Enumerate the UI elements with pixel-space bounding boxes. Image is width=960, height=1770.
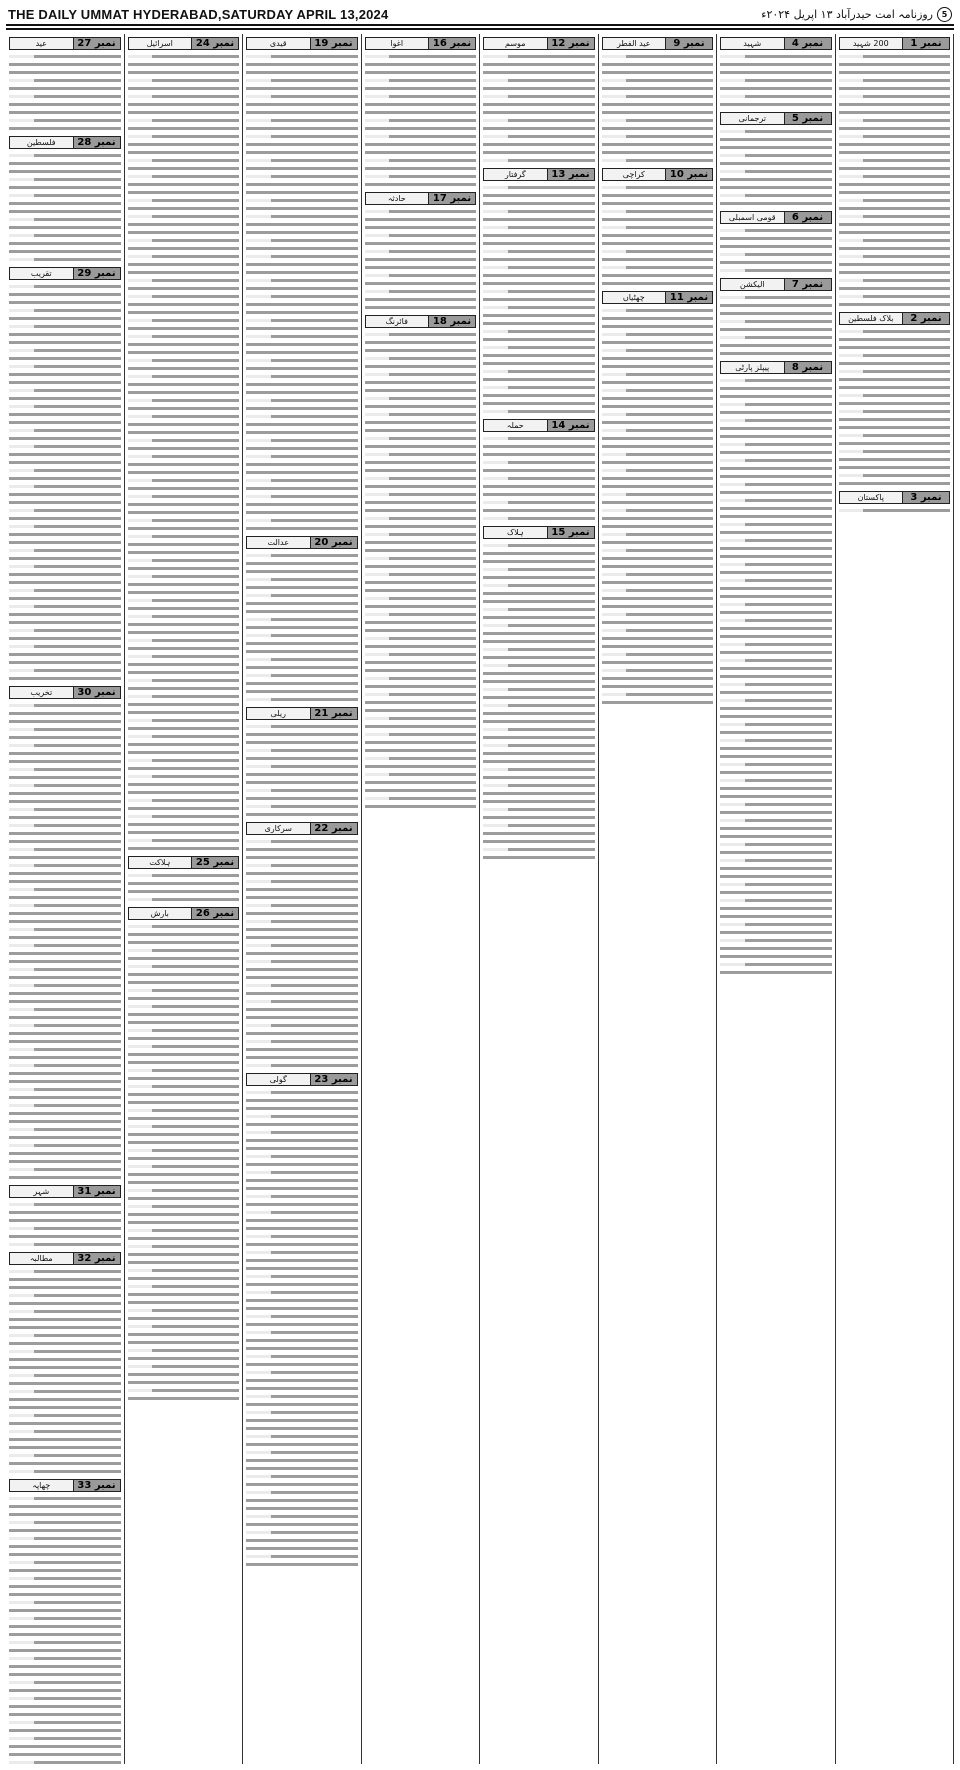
story-title: ہلاک (484, 527, 547, 538)
story-number: نمبر 3 (902, 492, 949, 503)
story-body-text (720, 53, 832, 109)
story-number: نمبر 5 (784, 113, 831, 124)
page-number-badge: 5 (937, 7, 952, 22)
story-number: نمبر 1 (902, 38, 949, 49)
story-heading (365, 315, 477, 328)
story-title: چھاپہ (10, 1480, 73, 1491)
story-heading (246, 822, 358, 835)
story-number: نمبر 6 (784, 212, 831, 223)
story-body-text (483, 542, 595, 862)
story-title: بارش (129, 908, 192, 919)
story-heading (9, 1479, 121, 1492)
story-heading (246, 707, 358, 720)
news-column-3 (598, 34, 717, 1764)
news-column-5 (361, 34, 480, 1764)
masthead-english-title: THE DAILY UMMAT HYDERABAD,SATURDAY APRIL 13,2024 (8, 6, 389, 22)
story-body-text (246, 53, 358, 533)
story-body-text (483, 184, 595, 416)
story-heading (246, 1073, 358, 1086)
story-body-text (9, 53, 121, 133)
story-number: نمبر 12 (547, 38, 594, 49)
story-heading (128, 37, 240, 50)
story-number: نمبر 29 (73, 268, 120, 279)
story-title: پاکستان (840, 492, 903, 503)
story-number: نمبر 9 (665, 38, 712, 49)
story-heading (483, 419, 595, 432)
story-body-text (839, 53, 951, 309)
story-heading (720, 278, 832, 291)
story-title: تخریب (10, 687, 73, 698)
story-title: سرکاری (247, 823, 310, 834)
story-heading (365, 192, 477, 205)
story-body-text (839, 507, 951, 515)
story-body-text (483, 435, 595, 523)
story-title: چھٹیاں (603, 292, 666, 303)
story-number: نمبر 10 (665, 169, 712, 180)
story-title: مطالبہ (10, 1253, 73, 1264)
story-body-text (246, 1089, 358, 1569)
story-number: نمبر 28 (73, 137, 120, 148)
story-number: نمبر 18 (428, 316, 475, 327)
story-title: پیپلز پارٹی (721, 362, 784, 373)
story-heading (483, 526, 595, 539)
masthead-urdu-text: روزنامہ امت حیدرآباد ۱۳ اپریل ۲۰۲۴ء (761, 7, 933, 21)
story-heading (839, 491, 951, 504)
story-body-text (9, 1201, 121, 1249)
story-number: نمبر 21 (310, 708, 357, 719)
news-column-2 (716, 34, 835, 1764)
story-number: نمبر 7 (784, 279, 831, 290)
story-number: نمبر 16 (428, 38, 475, 49)
story-body-text (365, 53, 477, 189)
story-heading (246, 536, 358, 549)
story-title: قومی اسمبلی (721, 212, 784, 223)
news-column-1 (835, 34, 955, 1764)
story-number: نمبر 31 (73, 1186, 120, 1197)
story-title: عید الفطر (603, 38, 666, 49)
story-heading (9, 37, 121, 50)
news-column-6 (242, 34, 361, 1764)
story-body-text (720, 377, 832, 977)
story-body-text (9, 702, 121, 1182)
story-body-text (365, 208, 477, 312)
story-heading (483, 168, 595, 181)
news-column-7 (124, 34, 243, 1764)
story-number: نمبر 11 (665, 292, 712, 303)
news-column-4 (479, 34, 598, 1764)
story-title: اغوا (366, 38, 429, 49)
masthead (6, 4, 954, 26)
story-heading (128, 907, 240, 920)
story-number: نمبر 32 (73, 1253, 120, 1264)
story-body-text (246, 552, 358, 704)
story-heading (9, 136, 121, 149)
story-body-text (9, 1268, 121, 1476)
story-body-text (839, 328, 951, 488)
story-title: قیدی (247, 38, 310, 49)
story-heading (720, 211, 832, 224)
story-body-text (720, 128, 832, 208)
story-heading (365, 37, 477, 50)
story-title: ریلی (247, 708, 310, 719)
masthead-rule (6, 28, 954, 30)
story-title: ہلاکت (129, 857, 192, 868)
story-body-text (9, 152, 121, 264)
story-number: نمبر 23 (310, 1074, 357, 1085)
story-body-text (602, 184, 714, 288)
story-body-text (246, 838, 358, 1070)
story-number: نمبر 15 (547, 527, 594, 538)
story-number: نمبر 8 (784, 362, 831, 373)
news-columns (6, 34, 954, 1764)
story-title: عید (10, 38, 73, 49)
story-number: نمبر 33 (73, 1480, 120, 1491)
story-number: نمبر 2 (902, 313, 949, 324)
story-body-text (9, 283, 121, 683)
story-body-text (720, 227, 832, 275)
story-title: بلاک فلسطین (840, 313, 903, 324)
story-title: شہید (721, 38, 784, 49)
story-title: گولی (247, 1074, 310, 1085)
story-title: موسم (484, 38, 547, 49)
story-number: نمبر 20 (310, 537, 357, 548)
story-title: حادثہ (366, 193, 429, 204)
story-heading (9, 1252, 121, 1265)
story-heading (9, 267, 121, 280)
story-number: نمبر 27 (73, 38, 120, 49)
story-title: فائرنگ (366, 316, 429, 327)
story-number: نمبر 22 (310, 823, 357, 834)
story-heading (839, 312, 951, 325)
story-number: نمبر 19 (310, 38, 357, 49)
story-number: نمبر 13 (547, 169, 594, 180)
story-heading (483, 37, 595, 50)
story-title: تقریب (10, 268, 73, 279)
story-title: 200 شہید (840, 38, 903, 49)
story-number: نمبر 14 (547, 420, 594, 431)
story-number: نمبر 25 (191, 857, 238, 868)
story-heading (9, 686, 121, 699)
story-body-text (128, 872, 240, 904)
story-heading (720, 361, 832, 374)
story-body-text (246, 723, 358, 819)
story-body-text (602, 307, 714, 707)
story-number: نمبر 17 (428, 193, 475, 204)
story-title: ترجمانی (721, 113, 784, 124)
masthead-urdu-title (761, 7, 952, 22)
story-heading (602, 168, 714, 181)
story-number: نمبر 26 (191, 908, 238, 919)
story-heading (839, 37, 951, 50)
story-heading (720, 112, 832, 125)
story-body-text (9, 1495, 121, 1764)
story-heading (720, 37, 832, 50)
story-body-text (602, 53, 714, 165)
story-number: نمبر 4 (784, 38, 831, 49)
story-body-text (128, 923, 240, 1403)
story-body-text (128, 53, 240, 853)
story-heading (9, 1185, 121, 1198)
story-title: کراچی (603, 169, 666, 180)
story-heading (602, 37, 714, 50)
story-heading (246, 37, 358, 50)
story-heading (602, 291, 714, 304)
story-title: گرفتار (484, 169, 547, 180)
story-title: حملہ (484, 420, 547, 431)
story-title: اسرائیل (129, 38, 192, 49)
story-body-text (365, 331, 477, 811)
news-column-8 (6, 34, 124, 1764)
story-body-text (483, 53, 595, 165)
story-title: شہر (10, 1186, 73, 1197)
story-title: فلسطین (10, 137, 73, 148)
story-body-text (720, 294, 832, 358)
story-heading (128, 856, 240, 869)
story-title: الیکشن (721, 279, 784, 290)
story-title: عدالت (247, 537, 310, 548)
story-number: نمبر 24 (191, 38, 238, 49)
story-number: نمبر 30 (73, 687, 120, 698)
